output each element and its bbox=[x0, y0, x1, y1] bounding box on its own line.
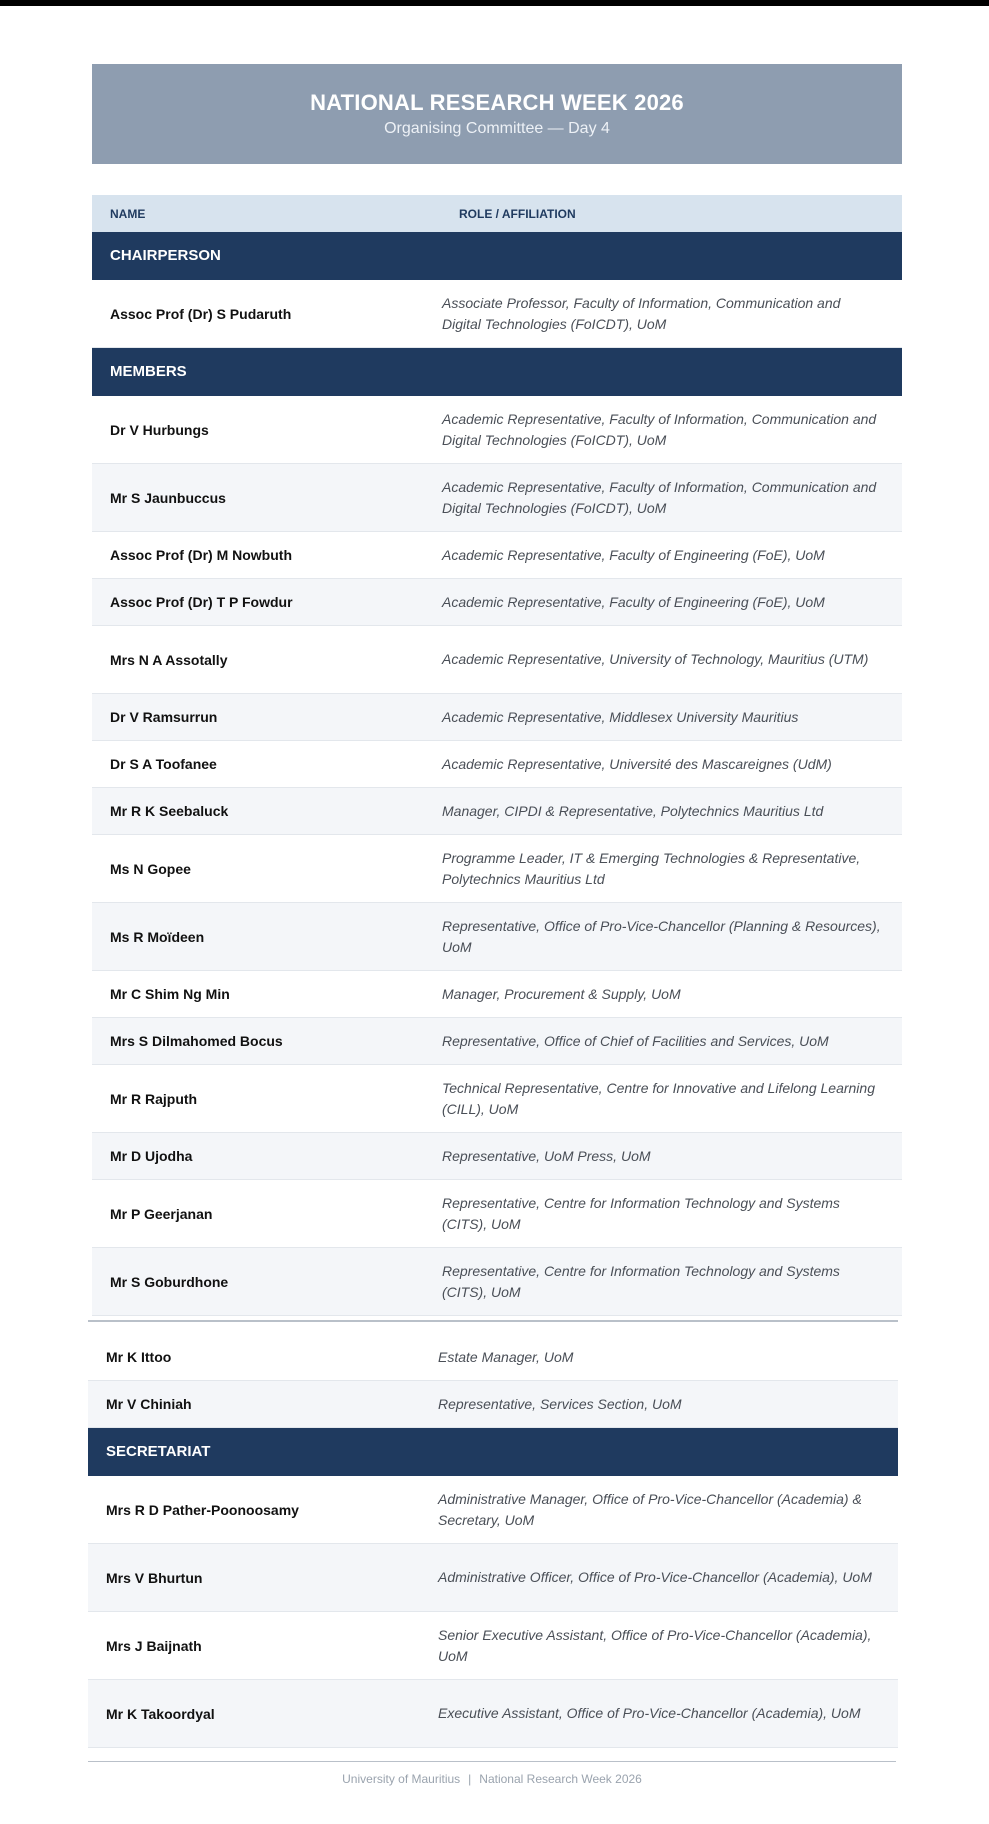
table-row bbox=[92, 1065, 902, 1133]
member-role: Manager, Procurement & Supply, UoM bbox=[442, 985, 681, 1002]
table-row bbox=[92, 971, 902, 1018]
table-row bbox=[92, 1248, 902, 1316]
footer-institution: University of Mauritius bbox=[342, 1772, 461, 1786]
table-row bbox=[92, 1180, 902, 1248]
member-role: Representative, Centre for Information Technology and Systems (CITS), UoM bbox=[442, 1194, 840, 1232]
member-name: Mr S Jaunbuccus bbox=[110, 489, 226, 506]
member-role: Academic Representative, Faculty of Information, Communication and Digital Technologies (FoICDT), UoM bbox=[442, 410, 877, 448]
footer-rule bbox=[88, 1761, 896, 1762]
table-row bbox=[92, 741, 902, 788]
section-members: MEMBERS bbox=[92, 348, 902, 396]
table-column-header bbox=[92, 195, 902, 232]
member-role: Representative, Office of Chief of Facilities and Services, UoM bbox=[442, 1032, 829, 1049]
member-name: Ms N Gopee bbox=[110, 860, 191, 877]
member-name: Assoc Prof (Dr) M Nowbuth bbox=[110, 547, 292, 563]
page-footer bbox=[88, 1772, 896, 1786]
member-role: Administrative Officer, Office of Pro-Vice-Chancellor (Academia), UoM bbox=[438, 1569, 872, 1585]
member-role: Academic Representative, Faculty of Engineering (FoE), UoM bbox=[442, 546, 825, 563]
member-role: Academic Representative, Middlesex University Mauritius bbox=[442, 708, 799, 725]
member-role: Academic Representative, Université des Mascareignes (UdM) bbox=[442, 755, 832, 772]
member-name: Mrs V Bhurtun bbox=[106, 1569, 203, 1586]
table-row bbox=[92, 626, 902, 694]
table-row bbox=[88, 1334, 898, 1381]
member-name: Mr R Rajputh bbox=[110, 1090, 198, 1107]
table-row bbox=[88, 1476, 898, 1544]
member-role: Programme Leader, IT & Emerging Technologies & Representative, Polytechnics Mauritius Ltd bbox=[442, 849, 861, 887]
document-title: NATIONAL RESEARCH WEEK 2026 bbox=[310, 90, 684, 115]
table-row bbox=[92, 835, 902, 903]
section-secretariat: SECRETARIAT bbox=[88, 1428, 898, 1476]
table-row bbox=[92, 903, 902, 971]
table-row bbox=[92, 396, 902, 464]
member-role: Technical Representative, Centre for Innovative and Lifelong Learning (CILL), UoM bbox=[442, 1079, 875, 1117]
member-role: Executive Assistant, Office of Pro-Vice-Chancellor (Academia), UoM bbox=[438, 1705, 861, 1721]
member-name: Mrs N A Assotally bbox=[110, 651, 228, 668]
member-name: Mrs R D Pather-Poonoosamy bbox=[106, 1501, 299, 1518]
member-role: Representative, Centre for Information Technology and Systems (CITS), UoM bbox=[442, 1262, 840, 1300]
member-role: Associate Professor, Faculty of Information, Communication and Digital Technologies (FoICDT), UoM bbox=[442, 294, 841, 332]
member-role: Estate Manager, UoM bbox=[438, 1348, 574, 1365]
committee-document bbox=[92, 64, 902, 1316]
member-name: Assoc Prof (Dr) T P Fowdur bbox=[110, 594, 293, 610]
table-row bbox=[92, 1018, 902, 1065]
member-name: Dr S A Toofanee bbox=[110, 756, 217, 772]
table-row bbox=[92, 464, 902, 532]
member-role: Academic Representative, Faculty of Engineering (FoE), UoM bbox=[442, 593, 825, 610]
member-name: Dr V Ramsurrun bbox=[110, 709, 218, 725]
member-role: Senior Executive Assistant, Office of Pro-Vice-Chancellor (Academia), UoM bbox=[438, 1626, 872, 1664]
member-name: Mrs J Baijnath bbox=[106, 1637, 202, 1654]
member-name: Mr K Ittoo bbox=[106, 1349, 172, 1365]
member-name: Mr V Chiniah bbox=[106, 1396, 192, 1412]
footer-event: National Research Week 2026 bbox=[479, 1772, 642, 1786]
member-role: Representative, UoM Press, UoM bbox=[442, 1147, 651, 1164]
table-row bbox=[88, 1680, 898, 1748]
member-role: Representative, Office of Pro-Vice-Chancellor (Planning & Resources), UoM bbox=[442, 917, 881, 955]
member-name: Mr R K Seebaluck bbox=[110, 803, 229, 819]
member-name: Mr K Takoordyal bbox=[106, 1705, 215, 1722]
member-name: Mr C Shim Ng Min bbox=[110, 986, 230, 1002]
member-role: Manager, CIPDI & Representative, Polytechnics Mauritius Ltd bbox=[442, 802, 824, 819]
member-name: Mr P Geerjanan bbox=[110, 1205, 213, 1222]
member-role: Representative, Services Section, UoM bbox=[438, 1395, 682, 1412]
document-header bbox=[92, 64, 902, 164]
member-name: Assoc Prof (Dr) S Pudaruth bbox=[110, 305, 292, 322]
member-role: Administrative Manager, Office of Pro-Vice-Chancellor (Academia) & Secretary, UoM bbox=[438, 1490, 862, 1528]
table-row bbox=[88, 1544, 898, 1612]
member-name: Mr D Ujodha bbox=[110, 1148, 193, 1164]
table-row bbox=[92, 579, 902, 626]
member-name: Dr V Hurbungs bbox=[110, 421, 209, 438]
table-row bbox=[88, 1612, 898, 1680]
section-chairperson: CHAIRPERSON bbox=[92, 232, 902, 280]
top-bar bbox=[0, 0, 989, 6]
member-name: Ms R Moïdeen bbox=[110, 928, 205, 945]
member-name: Mr S Goburdhone bbox=[110, 1273, 229, 1290]
column-name-header: NAME bbox=[110, 207, 146, 221]
table-row bbox=[88, 1381, 898, 1428]
committee-document-continued bbox=[88, 1320, 898, 1748]
footer-separator: | bbox=[468, 1772, 472, 1786]
table-row bbox=[92, 532, 902, 579]
table-row bbox=[92, 280, 902, 348]
table-row bbox=[92, 788, 902, 835]
table-row bbox=[92, 1133, 902, 1180]
column-role-header: ROLE / AFFILIATION bbox=[459, 207, 576, 221]
member-name: Mrs S Dilmahomed Bocus bbox=[110, 1033, 283, 1049]
document-subtitle: Organising Committee — Day 4 bbox=[384, 120, 610, 137]
table-row bbox=[92, 694, 902, 741]
member-role: Academic Representative, Faculty of Information, Communication and Digital Technologies (FoICDT), UoM bbox=[442, 478, 877, 516]
member-role: Academic Representative, University of Technology, Mauritius (UTM) bbox=[442, 651, 869, 667]
